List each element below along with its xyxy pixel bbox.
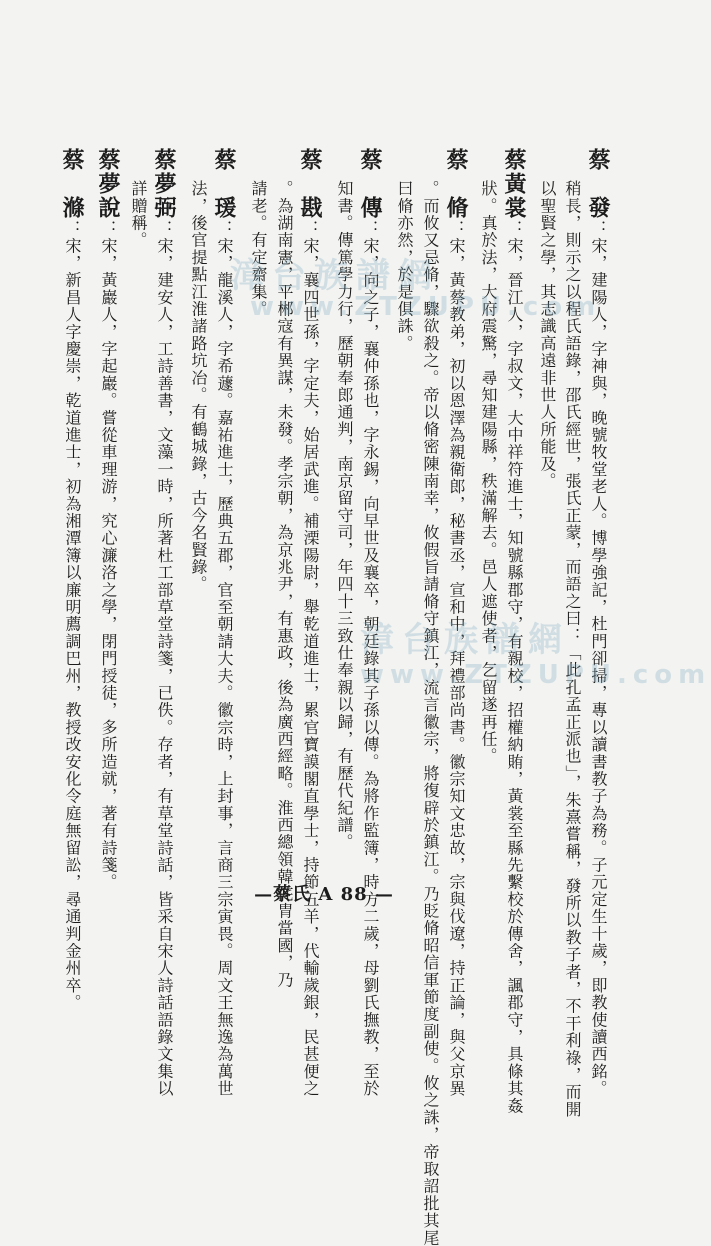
entry-text: 。為湖南憲，平郴寇有異謀，未發。孝宗朝，為京兆尹，有惠政，後為廣西經略。淮西總領韓侂胄當國，乃 — [275, 180, 294, 989]
text-column — [443, 148, 469, 1098]
text-column — [297, 148, 323, 1098]
entry-text: ：宋，新昌人字慶崇，乾道進士，初為湘潭簿以廉明薦調巴州，教授改安化令庭無留訟，尋通判金州卒。 — [63, 220, 82, 1012]
text-column — [151, 148, 177, 1098]
entry-text: 法，後官提點江淮諸路坑冶。有鶴城錄，古今名賢錄。 — [189, 180, 208, 593]
entry-text: ：宋，晉江人，字叔文，大中祥符進士，知號縣郡守，有親校，招權納賄，黃裳至縣先繫校於傳舍，諷郡守，具條其姦 — [505, 220, 524, 1115]
text-column — [246, 180, 270, 960]
entry-text: ：宋，龍溪人，字希蘧。嘉祐進士，歷典五郡，官至朝請大夫。徽宗時，上封事，言商三宗寅畏。周文王無逸為萬世 — [215, 220, 234, 1098]
text-column — [186, 180, 210, 960]
text-column — [585, 148, 611, 1098]
entry-text: ：宋，襄四世孫，字定夫，始居武進。補溧陽尉，舉乾道進士，累官寶謨閣直學士，持節五羊，代輸歲銀，民甚便之 — [301, 220, 320, 1098]
entry-text: 狀。真於法，大府震驚，尋知建陽縣，秩滿解去。邑人遮使者，乞留遂再任。 — [479, 180, 498, 765]
entry-name: 蔡 滌 — [59, 148, 85, 220]
watermark-text: 漳台族譜網 — [230, 256, 440, 296]
text-column — [560, 180, 584, 1118]
entry-name: 蔡黃裳 — [501, 148, 527, 220]
text-column — [96, 148, 120, 928]
text-column — [392, 180, 416, 960]
entry-name: 蔡 戡 — [297, 148, 323, 220]
text-column — [272, 180, 296, 989]
text-column — [357, 148, 383, 1098]
watermark-text-lower: 漳台族譜網 — [360, 620, 570, 660]
text-column — [211, 148, 237, 1098]
text-column — [126, 180, 150, 960]
watermark-url-lower: www.ZTZUPU.com — [360, 660, 711, 690]
entry-text: 稍長，則示之以程氏語錄，邵氏經世，張氏正蒙，而語之曰：「此孔孟正派也」，朱熹嘗稱，發所以教子者，不干利祿，而開 — [563, 180, 582, 1118]
text-column — [535, 180, 559, 960]
entry-text: ：宋，建安人，工詩善書，文藻一時，所著杜工部草堂詩箋，已佚。存者，有草堂詩話，皆采自宋人詩話語錄文集以 — [155, 220, 174, 1098]
entry-text: 。而攸又忌脩，驟欲殺之。帝以脩密陳南幸，攸假旨請脩守鎮江，流言徽宗，將復辟於鎮江。乃貶脩昭信軍節度副使。攸之誅，帝取詔批其尾 — [421, 180, 440, 1246]
entry-text: 知書。傳篤學力行，歷朝奉郎通判，南京留守司，年四十三致仕奉親以歸，有歷代紀譜。 — [335, 180, 354, 851]
entry-text: 請老。有定齋集。 — [249, 180, 268, 318]
entry-text: 詳贈稱。 — [129, 180, 148, 249]
entry-text: ：宋，黃巖人，字起巖。嘗從車理游，究心濂洛之學，閉門授徒，多所造就，著有詩箋。 — [99, 220, 118, 891]
entry-name: 蔡 傳 — [357, 148, 383, 220]
watermark-url: www.ZTZUPU.com — [250, 292, 602, 322]
entry-text: ：宋，建陽人，字神與，晚號牧堂老人。博學強記，杜門卻掃，專以讀書教子為務。子元定生十歲，即教使讀西銘。 — [589, 220, 608, 1098]
entry-name: 蔡 發 — [585, 148, 611, 220]
entry-text: ：宋，黃蔡教弟，初以恩澤為親衛郎，秘書丞，宣和中，拜禮部尚書。徽宗知文忠故，宗與伐遼，持正論，與父京異 — [447, 220, 466, 1098]
text-column — [418, 180, 442, 1246]
text-column — [59, 148, 85, 1012]
entry-name: 蔡 脩 — [443, 148, 469, 220]
entry-text: ：宋，向之子，襄仲孫也，字永錫，向早世及襄卒，朝廷錄其子孫以傳。為將作監簿，時方二歲，母劉氏撫教，至於 — [361, 220, 380, 1098]
text-column — [501, 148, 527, 1115]
entry-text: 曰脩亦然，於是俱誅。 — [395, 180, 414, 352]
text-column — [476, 180, 500, 960]
entry-name: 蔡夢弼 — [151, 148, 177, 220]
entry-name: 蔡 瑗 — [211, 148, 237, 220]
entry-name: 蔡夢說 — [95, 148, 121, 220]
text-column — [332, 180, 356, 960]
entry-text: 以聖賢之學，其志識高遠非世人所能及。 — [538, 180, 557, 490]
page-footer: —蔡氏 A 88 — — [254, 884, 394, 905]
